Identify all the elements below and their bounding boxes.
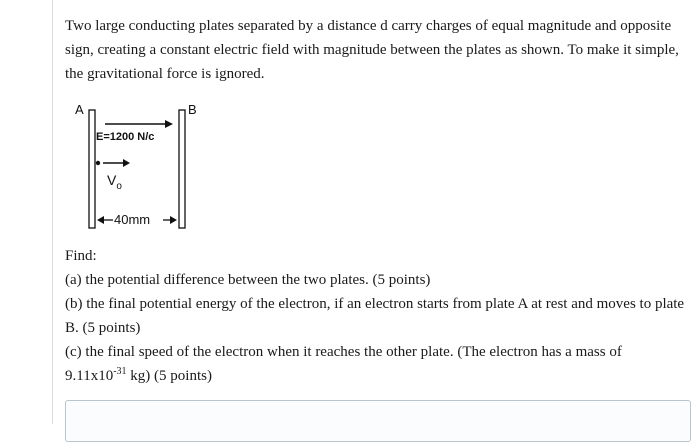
problem-intro: Two large conducting plates separated by a distance d carry charges of equal magnitude and opposite sign, creating a constant electric field with magnitude between the plates as shown. To make it simple, the gravitational force is ignored. [65,18,679,82]
field-label: E=1200 N/c [96,131,155,143]
distance-arrowhead-right [170,216,177,224]
find-heading: Find: [65,248,97,264]
velocity-arrowhead [123,159,130,167]
field-arrowhead [165,120,173,128]
distance-arrowhead-left [97,216,104,224]
part-c: (c) the final speed of the electron when it reaches the other plate. (The electron has a mass of [65,344,622,360]
capacitor-figure [65,100,205,235]
part-c-mass: $9.11x10^{-31}$ kg) (5 points) [65,366,212,384]
answer-input[interactable] [65,400,691,442]
plate-b-label: B [188,102,197,117]
distance-label: 40mm [114,212,151,227]
plate-a-label: A [75,102,84,117]
question-panel [52,0,700,424]
part-b: (b) the final potential energy of the electron, if an electron starts from plate A at rest and moves to plate B. (5 points) [65,296,685,336]
find-section [65,244,685,390]
velocity-label: $V_o$ [107,172,122,192]
part-a: (a) the potential difference between the two plates. (5 points) [65,272,431,288]
plate-a [89,110,95,228]
electron-dot [96,161,100,165]
plate-b [179,110,185,228]
